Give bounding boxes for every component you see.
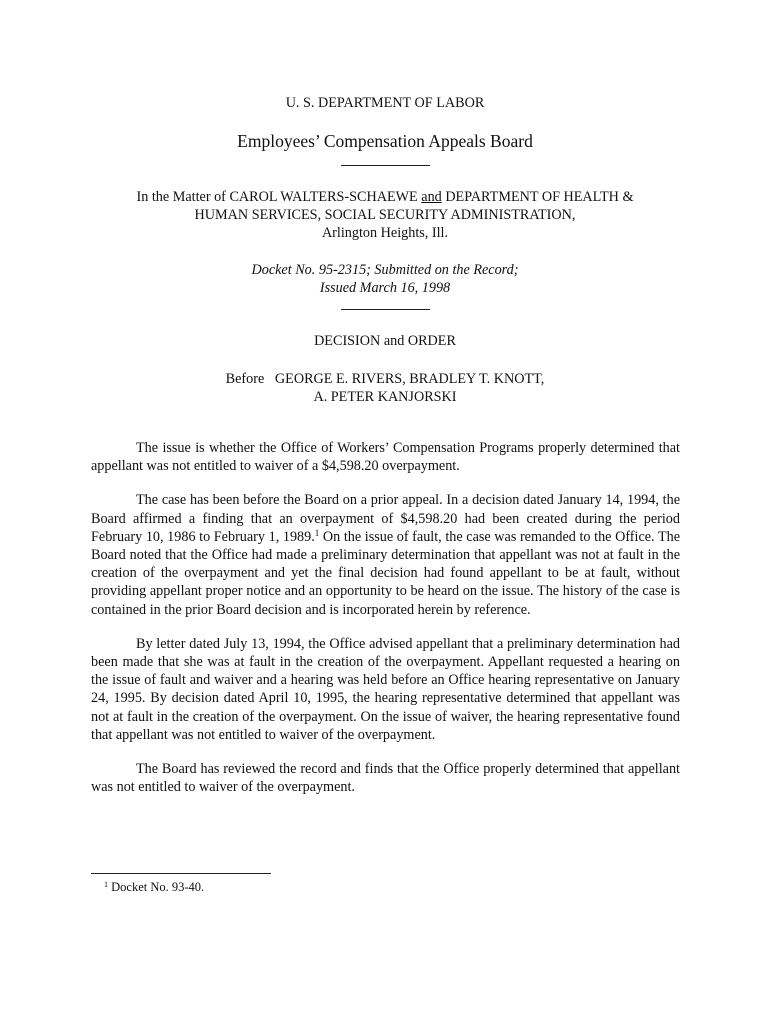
department-heading: U. S. DEPARTMENT OF LABOR: [285, 95, 485, 111]
board-title: Employees’ Compensation Appeals Board: [237, 131, 533, 151]
paragraph-history-part-1: The case has been before the Board on a prior appeal. In a decision dated January 14, 1994, the Board affirmed a finding that an overpayment of $4,598.20 had been created during the period February 10, 1986 to February 1, 1989.: [91, 492, 680, 545]
paragraph-history: [91, 491, 680, 618]
before-label: Before: [225, 371, 265, 387]
panel-members: [0, 370, 770, 406]
caption-location: Arlington Heights, Ill.: [321, 225, 449, 241]
footnote-reference: 1: [314, 527, 320, 538]
caption-and: and: [421, 189, 442, 205]
decision-title: DECISION and ORDER: [314, 333, 456, 349]
docket-divider: [341, 309, 430, 310]
docket-info: [0, 261, 770, 297]
caption-line-2: HUMAN SERVICES, SOCIAL SECURITY ADMINISTRATION,: [194, 207, 576, 223]
footnote-number: 1: [104, 880, 108, 889]
caption-prefix: In the Matter of CAROL WALTERS-SCHAEWE: [136, 189, 422, 205]
footnote-text: Docket No. 93-40.: [108, 880, 205, 894]
paragraph-procedure: By letter dated July 13, 1994, the Office advised appellant that a preliminary determination had been made that she was at fault in the creation of the overpayment. Appellant requested a hearing on the issue of fault and waiver and a hearing was held before an Office hearing representative on January 24, 1995. By decision dated April 10, 1995, the hearing representative determined that appellant was not at fault in the creation of the overpayment. On the issue of waiver, the hearing representative found that appellant was not entitled to waiver of the overpayment.: [91, 635, 680, 743]
paragraph-issue: The issue is whether the Office of Workers’ Compensation Programs properly determined that appellant was not entitled to waiver of a $4,598.20 overpayment.: [91, 440, 680, 475]
footnote: [104, 880, 204, 895]
docket-line-2: Issued March 16, 1998: [319, 280, 451, 296]
footnote-divider: [91, 873, 271, 874]
decision-body: [91, 439, 680, 812]
panel-names-1: GEORGE E. RIVERS, BRADLEY T. KNOTT,: [274, 371, 545, 387]
docket-line-1: Docket No. 95-2315; Submitted on the Record;: [251, 262, 519, 278]
case-caption: [0, 188, 770, 242]
panel-line-2: A. PETER KANJORSKI: [313, 389, 457, 405]
title-divider: [341, 165, 430, 166]
caption-line-1-rest: DEPARTMENT OF HEALTH &: [441, 189, 634, 205]
panel-line-1: [0, 370, 770, 388]
paragraph-finding: The Board has reviewed the record and finds that the Office properly determined that appellant was not entitled to waiver of the overpayment.: [91, 761, 680, 796]
paragraph-history-part-2: On the issue of fault, the case was remanded to the Office. The Board noted that the Office had made a preliminary determination that appellant was not at fault in the creation of the overpayment and yet the final decision had found appellant to be at fault, without providing appellant proper notice and an opportunity to be heard on the issue. The history of the case is contained in the prior Board decision and is incorporated herein by reference.: [91, 528, 681, 618]
caption-line-1: [0, 188, 770, 206]
